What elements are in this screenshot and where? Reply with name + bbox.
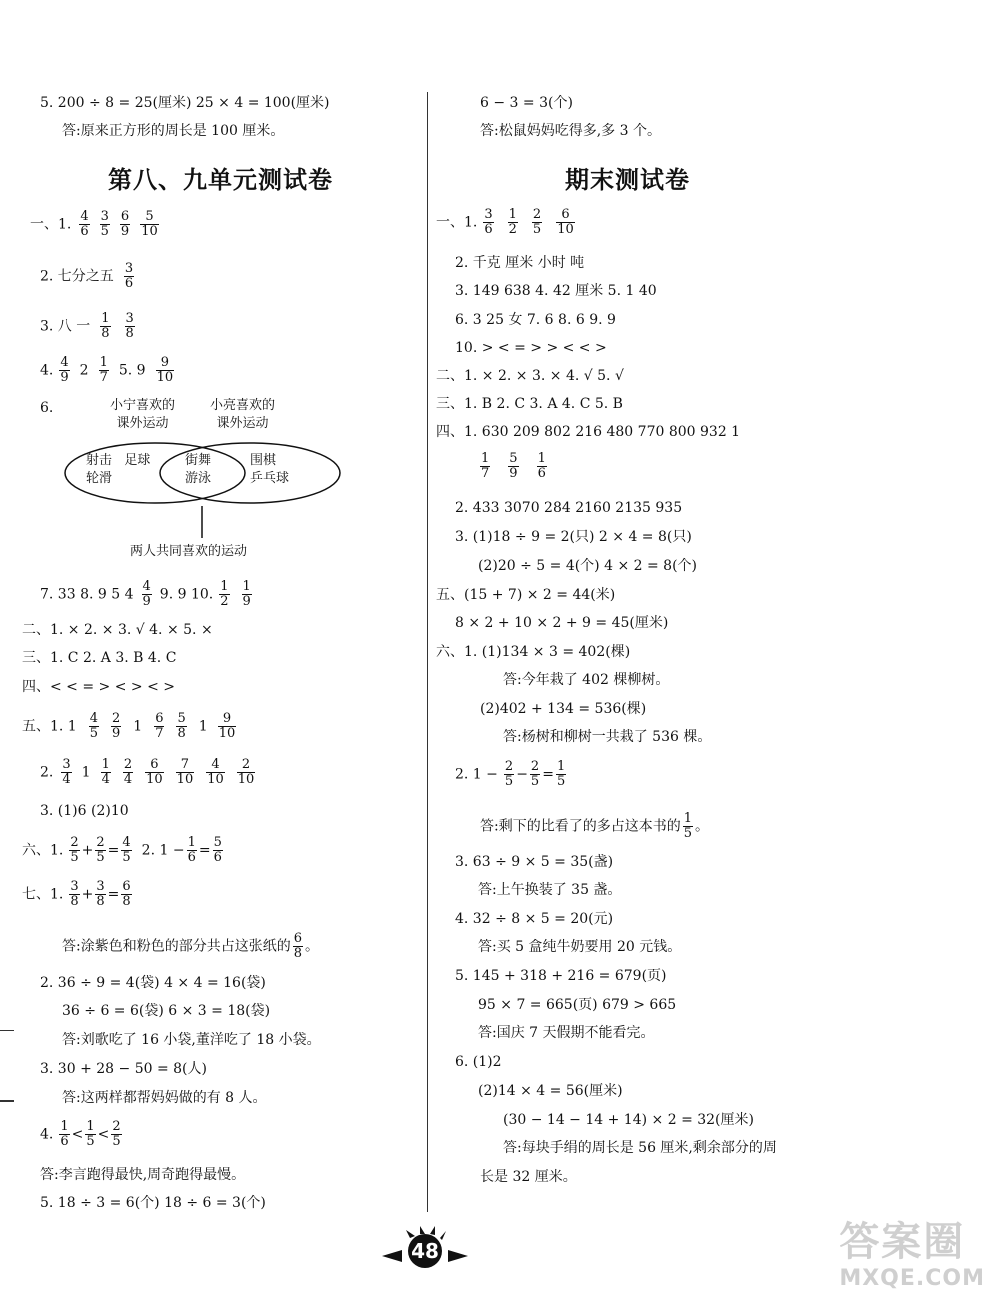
denominator: 5: [112, 1134, 121, 1149]
text: 答:这两样都帮妈妈做的有 8 人。: [62, 1090, 267, 1106]
fraction: [69, 880, 79, 909]
fraction: [111, 712, 121, 741]
fraction: [156, 356, 175, 385]
numerator: 1: [86, 1119, 95, 1134]
fraction: [508, 208, 518, 237]
text: 2. 七分之五: [40, 268, 114, 285]
text: 三、1. B 2. C 3. A 4. C 5. B: [436, 396, 623, 412]
numerator: 6: [293, 931, 302, 946]
fraction: [293, 932, 303, 961]
numerator: 6: [556, 208, 575, 223]
denominator: 6: [80, 224, 89, 239]
fraction: [508, 452, 518, 481]
fraction: [101, 758, 111, 787]
left-section-title: 第八、九单元测试卷: [108, 166, 333, 194]
answer-line: [40, 1059, 207, 1079]
numerator: 7: [176, 758, 195, 773]
answer-line: [478, 556, 697, 576]
denominator: 5: [96, 850, 105, 865]
answer-line: [40, 93, 330, 113]
denominator: 4: [62, 772, 71, 787]
numerator: 2: [504, 759, 514, 774]
column-divider: [427, 92, 428, 1212]
denominator: 5: [683, 826, 692, 841]
text: 6 − 3 = 3(个): [480, 95, 573, 111]
fraction: [124, 262, 134, 291]
text: 5. 18 ÷ 3 = 6(个) 18 ÷ 6 = 3(个): [40, 1195, 266, 1211]
answer-line: [480, 812, 709, 841]
answer-line: [40, 312, 137, 341]
answer-line: [478, 1023, 655, 1043]
text: 六、1. (1)134 × 3 = 402(棵): [436, 644, 631, 660]
denominator: 2: [508, 222, 517, 237]
fraction: [154, 712, 164, 741]
answer-line: [480, 93, 573, 113]
answer-line: [455, 338, 607, 358]
fraction: [59, 356, 69, 385]
answer-line: [40, 262, 136, 291]
fraction: [85, 1120, 95, 1149]
text: 3. (1)6 (2)10: [40, 803, 129, 819]
denominator: 7: [481, 466, 490, 481]
answer-line: [455, 852, 613, 872]
denominator: 6: [537, 466, 546, 481]
answer-line: [503, 670, 669, 690]
text: =: [198, 842, 211, 859]
answer-line: [40, 758, 257, 787]
text: 1: [81, 764, 91, 781]
text: 2: [79, 362, 89, 379]
text: 答:剩下的比看了的多占这本书的: [480, 818, 681, 835]
fraction: [61, 758, 71, 787]
denominator: 10: [146, 772, 163, 787]
page-number-badge: [380, 1226, 470, 1270]
answer-line: [22, 880, 134, 909]
denominator: 5: [122, 850, 131, 865]
text: −: [516, 766, 528, 783]
text: (2)20 ÷ 5 = 4(个) 4 × 2 = 8(个): [478, 558, 698, 574]
fraction: [142, 580, 152, 609]
text: 答:每块手绢的周长是 56 厘米,剩余部分的周: [503, 1140, 777, 1156]
right-section-title: 期末测试卷: [565, 166, 690, 194]
text: 6. 3 25 女 7. 6 8. 6 9. 9: [455, 312, 616, 328]
text: 4. 32 ÷ 8 × 5 = 20(元): [455, 911, 614, 927]
venn-bottom-caption: 两人共同喜欢的运动: [130, 544, 248, 559]
numerator: 5: [177, 711, 186, 726]
answer-line: [40, 973, 266, 993]
fraction: [483, 208, 493, 237]
text: 5. 145 + 318 + 216 = 679(页): [455, 968, 667, 984]
denominator: 5: [86, 1134, 95, 1149]
numerator: 1: [99, 355, 108, 370]
numerator: 2: [532, 207, 542, 222]
text: 答:买 5 盒纯牛奶要用 20 元钱。: [478, 939, 682, 955]
numerator: 1: [220, 579, 229, 594]
denominator: 2: [220, 594, 229, 609]
denominator: 6: [60, 1134, 69, 1149]
fraction: [100, 210, 110, 239]
numerator: 4: [142, 579, 151, 594]
text: 。: [695, 818, 709, 835]
text: 。: [305, 938, 319, 955]
answer-line: [30, 210, 161, 239]
numerator: 6: [155, 711, 164, 726]
fraction: [556, 208, 575, 237]
text: 3. (1)18 ÷ 9 = 2(只) 2 × 4 = 8(只): [455, 529, 692, 545]
fraction: [532, 208, 542, 237]
text: 4.: [40, 362, 54, 379]
text: 一、1.: [30, 216, 72, 233]
answer-line: [62, 1088, 267, 1108]
denominator: 7: [155, 726, 164, 741]
text: =: [107, 886, 120, 903]
denominator: 5: [532, 222, 542, 237]
denominator: 5: [556, 774, 566, 789]
fraction: [95, 836, 105, 865]
denominator: 6: [213, 850, 222, 865]
denominator: 9: [509, 466, 518, 481]
text: 答:李言跑得最快,周奇跑得最慢。: [40, 1167, 246, 1183]
left-edge-mark: [0, 1030, 14, 1031]
text: 2. 1 −: [141, 842, 185, 859]
denominator: 4: [101, 772, 110, 787]
numerator: 9: [156, 356, 175, 371]
answer-line: [22, 712, 238, 741]
denominator: 6: [484, 222, 493, 237]
answer-line: [503, 727, 711, 747]
numerator: 6: [122, 879, 131, 894]
text: =: [107, 842, 120, 859]
fraction: [683, 812, 693, 841]
text: 3. 63 ÷ 9 × 5 = 35(盏): [455, 854, 614, 870]
answer-line: [455, 909, 613, 929]
denominator: 10: [207, 772, 224, 787]
answer-line: [478, 995, 676, 1015]
numerator: 1: [242, 579, 251, 594]
fraction: [100, 312, 110, 341]
answer-line: [503, 1110, 754, 1130]
text: 答:国庆 7 天假期不能看完。: [478, 1025, 655, 1041]
text: (2)402 + 134 = 536(棵): [480, 701, 647, 717]
numerator: 2: [530, 759, 540, 774]
numerator: 4: [60, 355, 69, 370]
answer-line: [62, 932, 319, 961]
text: 8 × 2 + 10 × 2 + 9 = 45(厘米): [455, 615, 669, 631]
answer-line: [455, 498, 682, 518]
text: 六、1.: [22, 842, 64, 859]
numerator: 3: [124, 261, 134, 276]
denominator: 10: [176, 772, 194, 787]
denominator: 10: [237, 772, 255, 787]
text: (30 − 14 − 14 + 14) × 2 = 32(厘米): [503, 1112, 754, 1128]
answer-line: [22, 836, 225, 865]
answer-line: [478, 452, 549, 481]
answer-line: [455, 281, 657, 301]
text: 6.: [40, 400, 54, 416]
fraction: [121, 836, 131, 865]
text: 答:原来正方形的周长是 100 厘米。: [62, 123, 285, 139]
numerator: 3: [62, 757, 71, 772]
numerator: 3: [484, 207, 493, 222]
numerator: 4: [80, 209, 89, 224]
denominator: 8: [101, 326, 110, 341]
denominator: 8: [70, 894, 79, 909]
text: 2. 1 −: [455, 766, 498, 783]
numerator: 5: [509, 451, 518, 466]
fraction: [530, 760, 540, 789]
fraction: [125, 312, 135, 341]
text: +: [81, 842, 94, 859]
text: 3. 八 一: [40, 318, 91, 335]
numerator: 3: [125, 311, 134, 326]
watermark-url: MXQE.COM: [839, 1266, 985, 1291]
venn-right-items: 围棋 乒乓球: [250, 453, 290, 486]
answer-line: [436, 366, 624, 386]
numerator: 2: [112, 1119, 121, 1134]
denominator: 9: [60, 370, 69, 385]
numerator: 3: [70, 879, 79, 894]
fraction: [99, 356, 109, 385]
text: (2)14 × 4 = 56(厘米): [478, 1083, 623, 1099]
text: 3. 30 + 28 − 50 = 8(人): [40, 1061, 207, 1077]
answer-line: [478, 880, 621, 900]
fraction: [219, 580, 229, 609]
text: 答:今年栽了 402 棵柳树。: [503, 672, 670, 688]
answer-line: [62, 1001, 270, 1021]
answer-line: [40, 356, 176, 385]
fraction: [121, 880, 131, 909]
denominator: 10: [557, 222, 574, 237]
numerator: 1: [60, 1119, 69, 1134]
denominator: 9: [242, 594, 251, 609]
answer-line: [455, 310, 616, 330]
text: 5. 9: [118, 362, 146, 379]
denominator: 8: [125, 326, 134, 341]
text: 4.: [40, 1126, 54, 1143]
answer-line: [455, 527, 692, 547]
numerator: 1: [537, 451, 546, 466]
text: 五、1. 1: [22, 718, 77, 735]
fraction: [237, 758, 256, 787]
denominator: 10: [218, 726, 236, 741]
fraction: [537, 452, 547, 481]
fraction: [111, 1120, 121, 1149]
numerator: 4: [122, 835, 131, 850]
answer-line: [478, 937, 681, 957]
denominator: 10: [141, 224, 158, 239]
text: =: [542, 766, 554, 783]
denominator: 6: [187, 850, 196, 865]
numerator: 4: [206, 758, 225, 773]
fraction: [176, 712, 186, 741]
answer-line: [480, 1167, 577, 1187]
answer-line: [62, 121, 284, 141]
text: 答:杨树和柳树一共栽了 536 棵。: [503, 729, 712, 745]
fraction: [79, 210, 89, 239]
fraction: [95, 880, 105, 909]
text: 长是 32 厘米。: [480, 1169, 577, 1185]
watermark: [839, 1218, 985, 1292]
fraction: [176, 758, 195, 787]
fraction: [206, 758, 225, 787]
venn-right-caption: 小亮喜欢的 课外运动: [210, 398, 276, 431]
numerator: 1: [481, 451, 490, 466]
answer-line: [455, 253, 584, 273]
fraction: [89, 712, 99, 741]
text: +: [81, 886, 94, 903]
numerator: 5: [213, 835, 222, 850]
answer-line: [40, 398, 53, 418]
denominator: 5: [70, 850, 79, 865]
numerator: 1: [508, 207, 517, 222]
fraction: [145, 758, 164, 787]
denominator: 6: [124, 276, 134, 291]
text: 一、1.: [436, 214, 478, 231]
denominator: 9: [120, 224, 130, 239]
venn-left-items: 射击 足球 轮滑: [86, 453, 151, 486]
numerator: 2: [123, 757, 133, 772]
numerator: 4: [89, 711, 98, 726]
answer-line: [40, 1120, 124, 1149]
answer-line: [436, 642, 630, 662]
numerator: 1: [556, 759, 566, 774]
denominator: 4: [123, 772, 133, 787]
text: 七、1.: [22, 886, 64, 903]
fraction: [140, 210, 159, 239]
venn-left-caption: 小宁喜欢的 课外运动: [110, 398, 176, 431]
numerator: 6: [145, 758, 164, 773]
numerator: 2: [112, 711, 121, 726]
numerator: 1: [683, 811, 692, 826]
text: 答:刘歌吃了 16 小袋,董洋吃了 18 小袋。: [62, 1032, 321, 1048]
fraction: [69, 836, 79, 865]
left-edge-mark: [0, 1100, 14, 1102]
text: 10. > < = > > < < >: [455, 340, 607, 356]
answer-line: [455, 613, 668, 633]
answer-line: [436, 208, 577, 237]
numerator: 3: [96, 879, 105, 894]
numerator: 9: [218, 712, 237, 727]
denominator: 8: [122, 894, 131, 909]
answer-line: [478, 1081, 623, 1101]
numerator: 2: [96, 835, 105, 850]
answer-line: [62, 1030, 321, 1050]
answer-line: [40, 1165, 245, 1185]
watermark-text: 答案圈: [839, 1219, 966, 1265]
numerator: 6: [120, 209, 130, 224]
numerator: 1: [101, 311, 110, 326]
fraction: [504, 760, 514, 789]
text: 三、1. C 2. A 3. B 4. C: [22, 650, 177, 666]
denominator: 5: [530, 774, 540, 789]
answer-line: [22, 648, 176, 668]
fraction: [59, 1120, 69, 1149]
text: 5. 200 ÷ 8 = 25(厘米) 25 × 4 = 100(厘米): [40, 95, 330, 111]
denominator: 10: [156, 370, 174, 385]
numerator: 2: [70, 835, 79, 850]
fraction: [556, 760, 566, 789]
denominator: 5: [89, 726, 98, 741]
text: 四、1. 630 209 802 216 480 770 800 932 1: [436, 424, 741, 440]
numerator: 5: [140, 210, 159, 225]
numerator: 3: [100, 209, 109, 224]
denominator: 9: [142, 594, 151, 609]
text: 95 × 7 = 665(页) 679 > 665: [478, 997, 677, 1013]
fraction: [480, 452, 490, 481]
text: 2.: [40, 764, 54, 781]
numerator: 2: [237, 758, 256, 773]
answer-line: [503, 1138, 777, 1158]
fraction: [123, 758, 133, 787]
page-number: 48: [411, 1239, 439, 1263]
numerator: 1: [187, 835, 196, 850]
venn-both-items: 街舞 游泳: [185, 453, 212, 486]
answer-line: [455, 1052, 502, 1072]
fraction: [120, 210, 130, 239]
denominator: 7: [99, 370, 108, 385]
denominator: 8: [177, 726, 186, 741]
denominator: 8: [293, 946, 302, 961]
fraction: [218, 712, 237, 741]
answer-line: [40, 580, 254, 609]
numerator: 1: [101, 757, 110, 772]
answer-line: [22, 620, 213, 640]
text: 6. (1)2: [455, 1054, 502, 1070]
fraction: [242, 580, 252, 609]
text: 36 ÷ 6 = 6(袋) 6 × 3 = 18(袋): [62, 1003, 271, 1019]
answer-line: [436, 422, 740, 442]
text: 2. 千克 厘米 小时 吨: [455, 255, 585, 271]
text: <: [97, 1126, 110, 1143]
text: 2. 433 3070 284 2160 2135 935: [455, 500, 683, 516]
denominator: 8: [96, 894, 105, 909]
text: 3. 149 638 4. 42 厘米 5. 1 40: [455, 283, 657, 299]
text: 1: [198, 718, 208, 735]
text: 答:涂紫色和粉色的部分共占这张纸的: [62, 938, 291, 955]
denominator: 5: [504, 774, 514, 789]
text: 答:松鼠妈妈吃得多,多 3 个。: [480, 123, 661, 139]
denominator: 5: [100, 224, 109, 239]
text: 答:上午换装了 35 盏。: [478, 882, 622, 898]
text: 2. 36 ÷ 9 = 4(袋) 4 × 4 = 16(袋): [40, 975, 266, 991]
answer-line: [436, 585, 615, 605]
answer-line: [40, 1193, 266, 1213]
text: 7. 33 8. 9 5 4: [40, 586, 134, 603]
answer-line: [40, 801, 129, 821]
text: 五、(15 + 7) × 2 = 44(米): [436, 587, 616, 603]
answer-line: [455, 760, 568, 789]
text: 二、1. × 2. × 3. × 4. √ 5. √: [436, 368, 624, 384]
fraction: [187, 836, 197, 865]
answer-line: [22, 677, 175, 697]
text: 9. 9 10.: [159, 586, 214, 603]
text: 二、1. × 2. × 3. √ 4. × 5. ×: [22, 622, 213, 638]
answer-line: [455, 966, 667, 986]
text: 1: [133, 718, 143, 735]
answer-line: [480, 121, 661, 141]
text: <: [71, 1126, 84, 1143]
denominator: 9: [112, 726, 121, 741]
answer-line: [436, 394, 623, 414]
fraction: [213, 836, 223, 865]
text: 四、< < = > < > < >: [22, 679, 175, 695]
answer-line: [480, 699, 646, 719]
